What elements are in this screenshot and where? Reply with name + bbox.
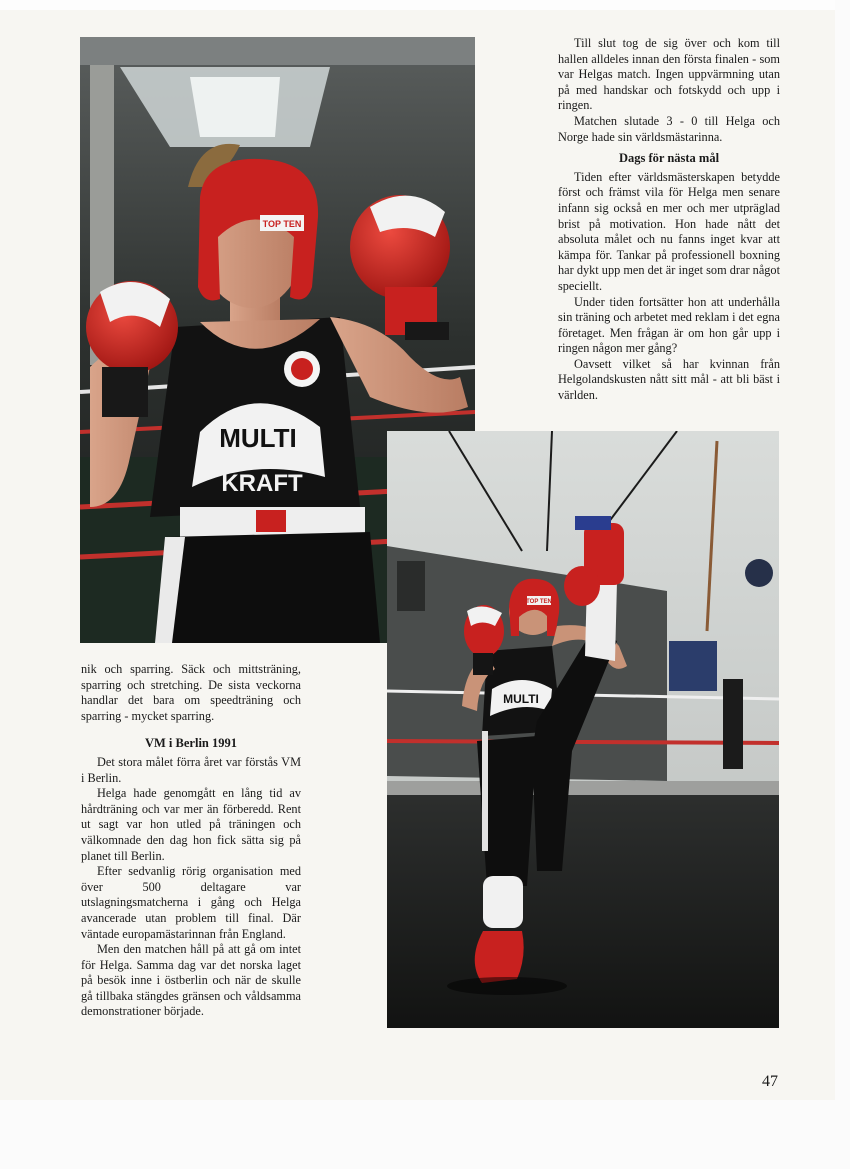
paragraph: Till slut tog de sig över och kom till hallen alldeles innan den första finalen - som var Helgas match. Ingen uppvärmning utan på med handskar och fotskydd och upp i ringen. [558, 36, 780, 113]
article-column-right [558, 36, 780, 404]
paragraph: Oavsett vilket så har kvinnan från Helgolandskusten nått sitt mål - att bli bäst i världen. [558, 356, 780, 403]
section-heading: VM i Berlin 1991 [144, 736, 237, 751]
photo-boxer-high-kick [387, 431, 779, 1028]
paragraph: Men den matchen håll på att gå om intet för Helga. Samma dag var det norska laget på besök inne i östberlin och när de skulle gå tillbaka stängdes gränsen och våldsamma demonstrationer började. [81, 942, 301, 1019]
paragraph: Under tiden fortsätter hon att underhålla sin träning och arbetet med reklam i det egna företaget. Men frågan är om hon går upp i ringen någon mer gång? [558, 294, 780, 356]
section-heading: Dags för nästa mål [618, 151, 720, 166]
scan-edge [0, 0, 850, 10]
page-number: 47 [762, 1073, 778, 1090]
shirt-text-line1: MULTI [219, 423, 297, 453]
scan-edge [0, 1100, 850, 1169]
paragraph: Tiden efter världsmästerskapen betydde först och främst vila för Helga men senare infann sig också en mer och mer utpräglad brist på motivation. Hon hade nått det absoluta målet och nu fanns inget kvar att kämpa för. Tankar på professionell boxning har dykt upp men det är inget som drar något speciellt. [558, 169, 780, 293]
paragraph: nik och sparring. Säck och mittsträning, sparring och stretching. De sista veckorna handlar det bara om speedträning och sparring - mycket sparring. [81, 662, 301, 723]
paragraph: Det stora målet förra året var förstås VM i Berlin. [81, 754, 301, 785]
shirt-text: MULTI [503, 692, 539, 706]
scan-edge [835, 0, 850, 1169]
headgear-label: TOP TEN [262, 219, 302, 229]
paragraph: Matchen slutade 3 - 0 till Helga och Norge hade sin världsmästarinna. [558, 113, 780, 144]
headgear-label: TOP TEN [526, 599, 552, 605]
shirt-text-line2: KRAFT [221, 470, 303, 497]
paragraph: Efter sedvanlig rörig organisation med över 500 deltagare var utslagningsmatcherna i gång och Helga avancerade utan problem till final. Där väntade europamästarinnan från England. [81, 864, 301, 941]
paragraph: Helga hade genomgått en lång tid av hårdträning och var mer än förberedd. Rent ut sagt var hon utled på träningen och välkomnade den dag hon fick sätta sig på planet till Berlin. [81, 786, 301, 863]
article-column-left [81, 662, 301, 1020]
